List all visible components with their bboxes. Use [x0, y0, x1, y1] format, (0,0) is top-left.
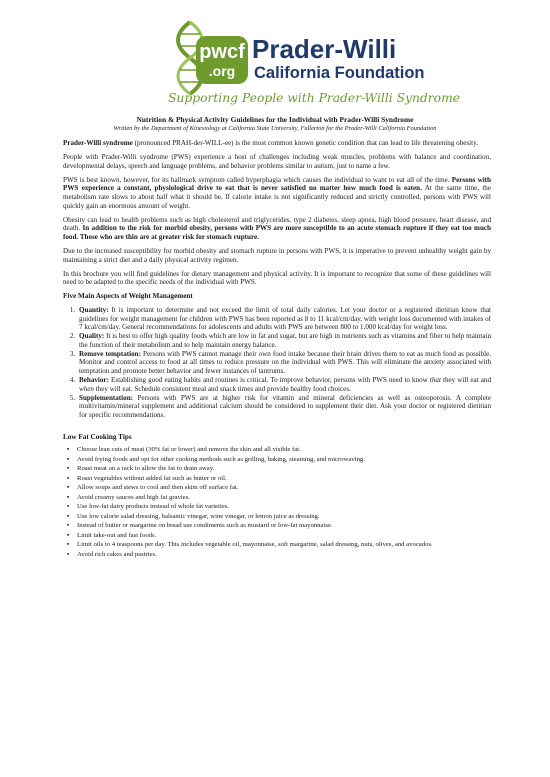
intro-paragraph-4: [63, 216, 491, 242]
emphasis-text: Persons with PWS experience a constant, physiological drive to eat that is never satisfied no matter how much food is eaten.: [63, 175, 491, 193]
list-item: ▪ Use low-fat dairy products instead of whole fat varieties.: [77, 503, 491, 511]
list-item: [77, 394, 491, 420]
list-item: ▪ Use low calorie salad dressing, balsamic vinegar, wine vinegar, or lemon juice as dressing.: [77, 513, 491, 521]
intro-paragraph-6: In this brochure you will find guidelines for dietary management and physical activity. It is important to recognize that some of these guidelines will need to be adapted to the specific needs of the individual with PWS.: [63, 269, 491, 287]
aspects-list: [63, 306, 491, 420]
list-item: [77, 350, 491, 376]
list-item: ▪ Instead of butter or margarine on bread use condiments such as mustard or low-fat mayonnaise.: [77, 522, 491, 530]
aspect-label: Behavior:: [79, 376, 109, 385]
aspect-text: It is important to determine and not exceed the limit of total daily calories. Let your doctor or a registered dietitian know that guidelines for weight management for children with PWS has been reported as 8 to 11 kcal/cm/day, with weight loss documented with intakes of 7 kcal/cm/day. General recommendations for adolescents and adults with PWS are between 800 to 1,000 kcal/day for weight loss.: [79, 305, 491, 332]
intro-paragraph-1: [63, 139, 491, 148]
aspects-heading: Five Main Aspects of Weight Management: [63, 292, 193, 301]
aspect-text: Persons with PWS are at higher risk for vitamin and mineral deficiencies as well as osteoporosis. A complete multivitamin/mineral supplement and additional calcium should be considered to supplement their diet. Ask your doctor or registered dietitian for specific recommendations.: [79, 393, 491, 420]
aspect-text: Establishing good eating habits and routines is critical. To improve behavior, persons with PWS need to know: [108, 376, 430, 385]
intro-text: PWS is best known, however, for its hallmark symptom called hyperphagia which causes the individual to want to eat all of the time.: [63, 175, 452, 184]
list-item: ▪ Allow soups and stews to cool and then skim off surface fat.: [77, 484, 491, 492]
pws-term: Prader-Willi syndrome: [63, 139, 133, 147]
logo-short-line1: pwcf: [199, 41, 245, 63]
list-item: [77, 306, 491, 332]
aspect-label: Supplementation:: [79, 393, 133, 402]
aspect-text: they will eat. Schedule consistent meal and snack times and provide healthy food choices.: [93, 384, 351, 393]
aspect-text: Persons with PWS cannot manage their own food intake because their brain drives them to eat as much food as possible. Monitor and control access to food at all times to reduce pressure on the individual with PWS. This will eliminate the anxiety associated with temptation and promote better behavior and fewer instances of tantrums.: [79, 349, 491, 376]
list-item: ▪ Choose lean cuts of meat (30% fat or lower) and remove the skin and all visible fat.: [77, 446, 491, 454]
intro-paragraph-5: Due to the increased susceptibility for morbid obesity and stomach rupture in persons with PWS, it is imperative to prevent unhealthy weight gain by maintaining a strict diet and a daily physical activity regimen.: [63, 246, 491, 264]
org-name-line2: California Foundation: [254, 64, 425, 82]
aspect-text: It is best to offer high quality foods which are low in fat and sugar, but are high in nutrients such as vitamins and fiber to help maintain the function of their metabolism and to help maintain energy balance.: [79, 332, 491, 349]
list-item: ▪ Roast meat on a rack to allow the fat to drain away.: [77, 465, 491, 473]
tips-list: [63, 446, 491, 559]
list-item: ▪ Avoid rich cakes and pastries.: [77, 551, 491, 559]
document-subtitle: Written by the Department of Kinesiology at California State University, Fullerton for the Prader-Willi California Foundation: [113, 125, 437, 132]
list-item: ▪ Avoid frying foods and opt for other cooking methods such as grilling, baking, steaming, and microwaving.: [77, 456, 491, 464]
aspect-text: they will eat and: [440, 376, 491, 385]
aspect-emphasis: when: [79, 384, 94, 393]
intro-text: (pronounced PRAH-der-WILL-ee) is the most common known genetic condition that can lead to life threatening obesity.: [132, 139, 478, 147]
aspect-label: Quantity:: [79, 305, 109, 314]
intro-text: At the same time, the metabolism rate slows to about half what it should be. If calorie intake is not significantly reduced and strictly controlled, persons with PWS will quickly gain an enormous amount of weight.: [63, 184, 491, 210]
list-item: [77, 332, 491, 349]
list-item: ▪ Limit oils to 4 teaspoons per day. This includes vegetable oil, mayonnaise, soft margarine, salad dressing, nuts, olives, and avocados.: [77, 541, 491, 549]
intro-text: Obesity can lead to health problems such as high cholesterol and triglycerides, type 2 diabetes, sleep apnea, high blood pressure, heart disease, and death.: [63, 215, 491, 233]
intro-paragraph-2: People with Prader-Willi syndrome (PWS) experience a host of challenges including weak muscles, problems with balance and coordination, developmental delays, speech and language problems, and behavior problems similar to autism, just to name a few.: [63, 153, 491, 170]
aspect-label: Remove temptation:: [79, 349, 141, 358]
list-item: ▪ Limit take-out and fast foods.: [77, 532, 491, 540]
list-item: [77, 376, 491, 393]
tips-heading: Low Fat Cooking Tips: [63, 432, 132, 441]
list-item: ▪ Avoid creamy sauces and high fat gravies.: [77, 494, 491, 502]
org-name-line1: Prader-Willi: [252, 34, 397, 64]
aspect-emphasis: that: [429, 376, 441, 385]
intro-paragraph-3: [63, 176, 491, 210]
document-title: Nutrition & Physical Activity Guidelines for the Individual with Prader-Willi Syndrome: [136, 115, 414, 124]
tagline: Supporting People with Prader-Willi Syndrome: [168, 91, 461, 105]
list-item: ▪ Roast vegetables without added fat such as butter or oil.: [77, 475, 491, 483]
document-body: [63, 139, 491, 560]
logo-short-line2: .org: [208, 63, 236, 79]
aspect-label: Quality:: [79, 332, 105, 341]
emphasis-text: In addition to the risk for morbid obesity, persons with PWS are more susceptible to an acute stomach rupture if they eat too much food. Those who are thin are at greater risk for stomach rupture.: [63, 224, 491, 241]
